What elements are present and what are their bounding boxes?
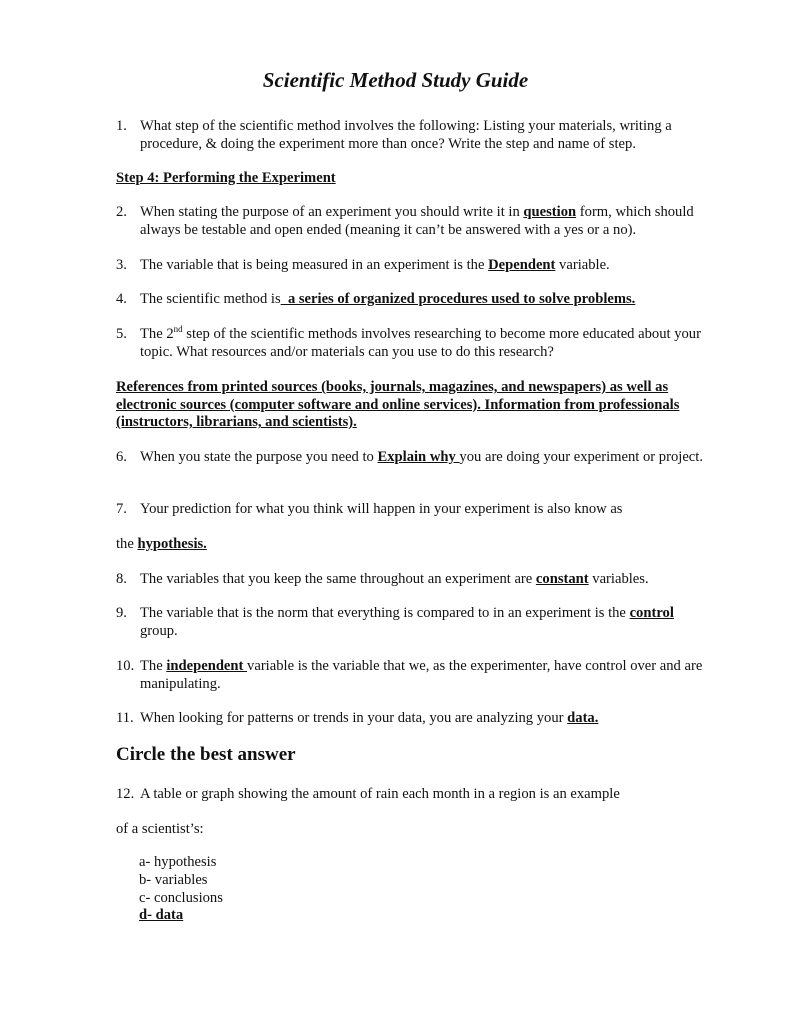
question-number: 5. xyxy=(116,326,127,342)
answer-2: question xyxy=(523,204,577,220)
question-12 xyxy=(116,786,706,804)
question-text-after: variable is the variable that we, as the experimenter, have control over and are manipulating. xyxy=(140,658,703,692)
answer-8: constant xyxy=(535,571,589,587)
question-text xyxy=(140,658,706,693)
question-text-after: variables. xyxy=(588,571,649,587)
question-text: What step of the scientific method involves the following: Listing your materials, writing a procedure, & doing the experiment more than once? Write the step and name of step. xyxy=(140,118,672,152)
question-text xyxy=(140,449,706,467)
question-text-before: When looking for patterns or trends in your data, you are analyzing your xyxy=(140,710,568,726)
question-text-before: When you state the purpose you need to xyxy=(140,449,378,465)
question-text xyxy=(140,571,706,589)
section-heading: Circle the best answer xyxy=(116,744,296,765)
question-text xyxy=(140,710,706,728)
question-12-continuation: of a scientist’s: xyxy=(116,821,204,837)
question-7 xyxy=(116,501,706,519)
question-text xyxy=(140,605,706,640)
ordinal-superscript: nd xyxy=(173,324,183,335)
question-text-before: The scientific method is xyxy=(140,291,281,307)
question-number: 3. xyxy=(116,257,127,273)
question-number: 10. xyxy=(116,658,135,674)
answer-3: Dependent xyxy=(488,257,556,273)
answer-11: data. xyxy=(567,710,599,726)
continuation-prefix: the xyxy=(116,536,138,552)
question-text-after: variable. xyxy=(555,257,610,273)
question-text: Your prediction for what you think will happen in your experiment is also know as xyxy=(140,501,623,517)
question-7-continuation xyxy=(116,536,706,554)
answer-6: Explain why xyxy=(377,449,460,465)
question-number: 4. xyxy=(116,291,127,307)
choice-c[interactable]: c- conclusions xyxy=(139,889,223,906)
question-text-after: form, which should always be testable and open ended (meaning it can’t be answered with a yes or a no). xyxy=(140,204,694,238)
question-text-after: group. xyxy=(140,622,178,639)
question-text xyxy=(140,291,706,309)
question-number: 8. xyxy=(116,571,127,587)
question-4 xyxy=(116,291,706,309)
question-text-before: The 2 xyxy=(140,326,174,342)
question-10 xyxy=(116,658,706,693)
question-number: 2. xyxy=(116,204,127,220)
question-number: 9. xyxy=(116,605,127,621)
answer-1: Step 4: Performing the Experiment xyxy=(116,170,336,186)
document-title: Scientific Method Study Guide xyxy=(262,68,529,92)
question-2 xyxy=(116,204,706,239)
answer-4: a series of organized procedures used to solve problems. xyxy=(280,291,636,307)
question-text-after: step of the scientific methods involves researching to become more educated about your topic. What resources and/or materials can you use to do this research? xyxy=(140,326,701,360)
question-text-before: The variable that is the norm that everything is compared to in an experiment is the xyxy=(140,605,630,621)
question-text xyxy=(140,204,706,239)
question-number: 1. xyxy=(116,118,127,134)
question-11 xyxy=(116,710,706,728)
question-text xyxy=(140,326,706,361)
choice-d-selected[interactable]: d- data xyxy=(139,907,184,924)
question-number: 11. xyxy=(116,710,134,726)
question-6 xyxy=(116,449,706,467)
choice-b[interactable]: b- variables xyxy=(139,871,208,888)
question-text xyxy=(140,257,706,275)
choice-a[interactable]: a- hypothesis xyxy=(139,854,217,870)
question-number: 12. xyxy=(116,786,135,802)
answer-7: hypothesis. xyxy=(137,536,207,552)
question-8 xyxy=(116,571,706,589)
answer-10: independent xyxy=(166,658,248,674)
question-text: A table or graph showing the amount of rain each month in a region is an example xyxy=(140,786,620,802)
question-text-before: The xyxy=(140,658,167,674)
answer-5: References from printed sources (books, journals, magazines, and newspapers) as well as electronic sources (computer software and online services). Information from professionals (instructors, librarians, and scientists). xyxy=(116,379,680,430)
answer-choices xyxy=(139,854,223,925)
question-text-before: The variable that is being measured in an experiment is the xyxy=(140,257,489,273)
question-number: 7. xyxy=(116,501,127,517)
question-1 xyxy=(116,118,706,153)
question-text-before: The variables that you keep the same throughout an experiment are xyxy=(140,571,536,587)
question-text-after: you are doing your experiment or project. xyxy=(459,449,703,465)
answer-9: control xyxy=(629,605,674,621)
question-text-before: When stating the purpose of an experiment you should write it in xyxy=(140,204,524,220)
question-3 xyxy=(116,257,706,275)
question-9 xyxy=(116,605,706,640)
question-number: 6. xyxy=(116,449,127,465)
question-5 xyxy=(116,326,706,361)
